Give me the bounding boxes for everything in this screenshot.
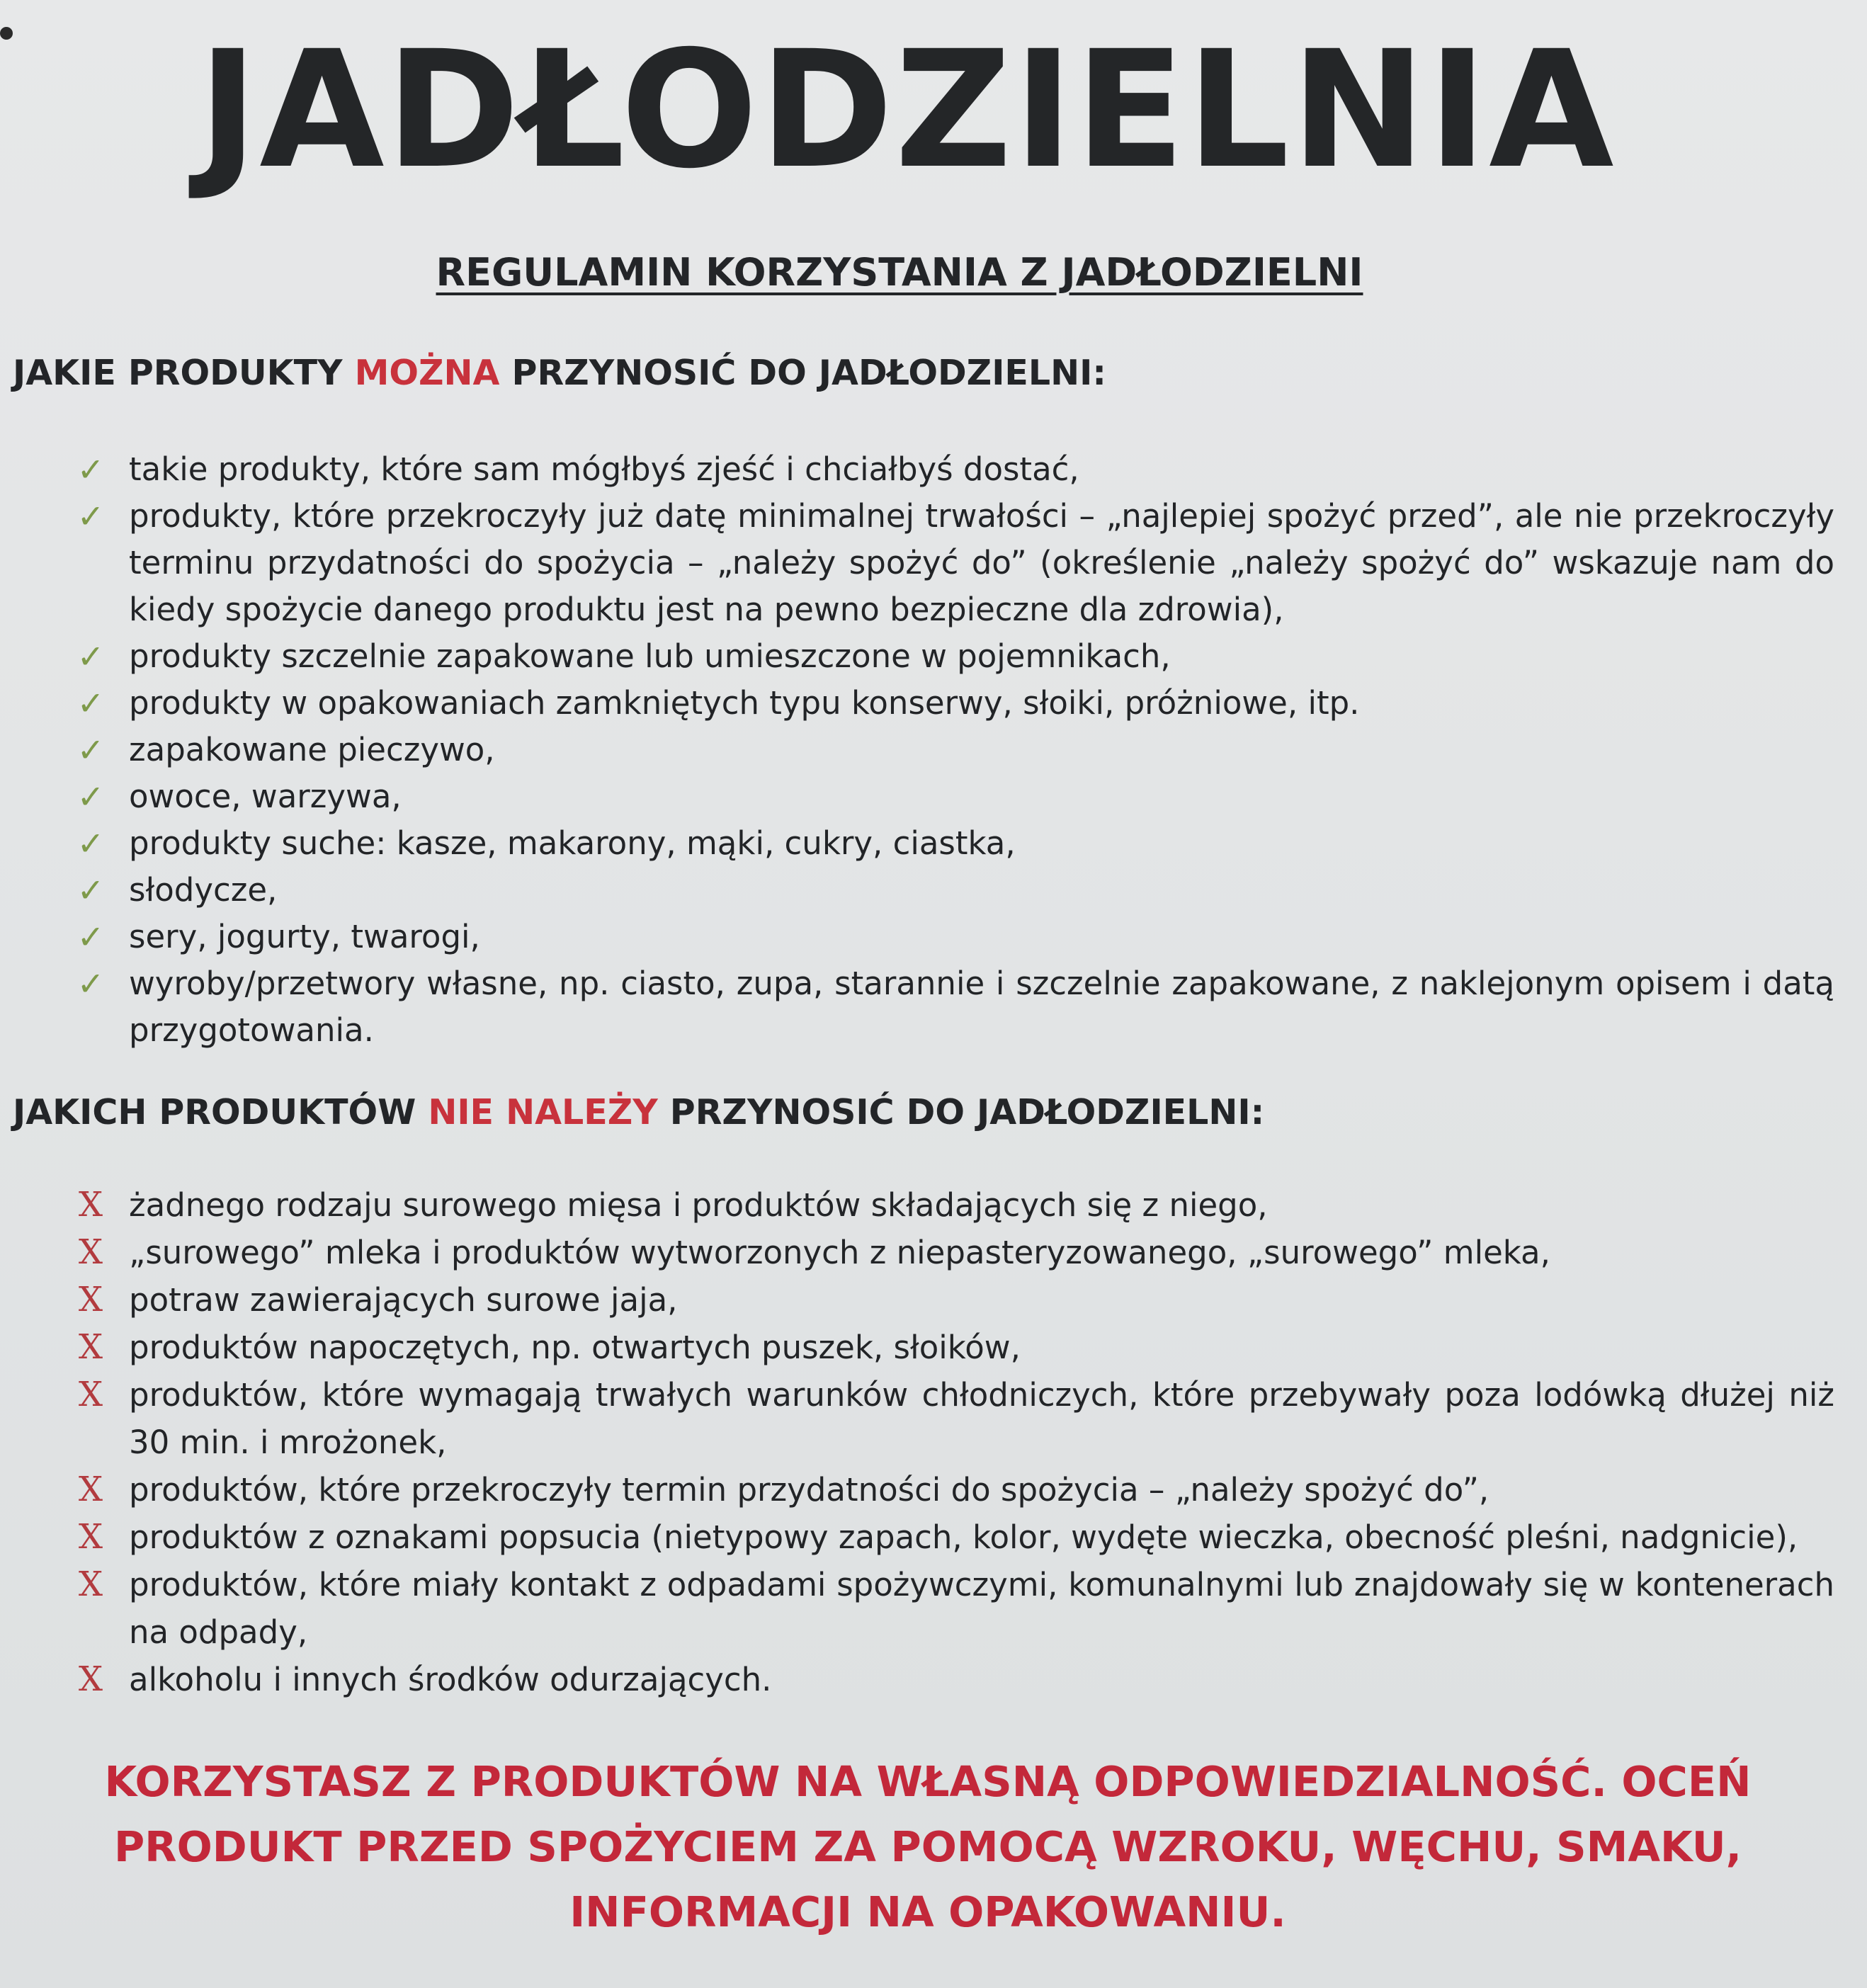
forbidden-heading-accent: NIE NALEŻY bbox=[428, 1092, 658, 1132]
forbidden-item-text: potraw zawierających surowe jaja, bbox=[129, 1281, 678, 1319]
forbidden-item bbox=[64, 1371, 1834, 1466]
allowed-item bbox=[64, 820, 1834, 867]
forbidden-item-text: żadnego rodzaju surowego mięsa i produktów składających się z niego, bbox=[129, 1186, 1268, 1224]
cross-icon: X bbox=[78, 1517, 103, 1557]
forbidden-item bbox=[64, 1324, 1834, 1371]
forbidden-item bbox=[64, 1229, 1834, 1276]
forbidden-item bbox=[64, 1181, 1834, 1229]
allowed-item-text: wyroby/przetwory własne, np. ciasto, zupa, starannie i szczelnie zapakowane, z naklejonym opisem i datą przygotowania. bbox=[129, 965, 1834, 1049]
cross-icon: X bbox=[78, 1470, 103, 1509]
forbidden-item-text: produktów, które miały kontakt z odpadami spożywczymi, komunalnymi lub znajdowały się w kontenerach na odpady, bbox=[129, 1566, 1834, 1651]
cross-icon: X bbox=[78, 1280, 103, 1319]
allowed-item-text: słodycze, bbox=[129, 871, 278, 909]
allowed-item bbox=[64, 914, 1834, 960]
allowed-item bbox=[64, 680, 1834, 727]
checkmark-icon: ✓ bbox=[76, 450, 105, 489]
allowed-item-text: produkty w opakowaniach zamkniętych typu konserwy, słoiki, próżniowe, itp. bbox=[129, 684, 1360, 722]
cross-icon: X bbox=[78, 1564, 103, 1604]
allowed-heading bbox=[13, 348, 1106, 398]
allowed-item-text: produkty szczelnie zapakowane lub umieszczone w pojemnikach, bbox=[129, 637, 1171, 675]
allowed-item bbox=[64, 773, 1834, 820]
allowed-item bbox=[64, 960, 1834, 1054]
cross-icon: X bbox=[78, 1659, 103, 1699]
forbidden-item bbox=[64, 1276, 1834, 1324]
cross-icon: X bbox=[78, 1185, 103, 1225]
forbidden-item bbox=[64, 1561, 1834, 1656]
allowed-item-text: owoce, warzywa, bbox=[129, 778, 402, 815]
allowed-item-text: zapakowane pieczywo, bbox=[129, 731, 495, 768]
forbidden-item-text: produktów, które przekroczyły termin przydatności do spożycia – „należy spożyć do”, bbox=[129, 1471, 1489, 1509]
checkmark-icon: ✓ bbox=[76, 637, 105, 676]
allowed-item bbox=[64, 493, 1834, 633]
rules-subtitle: REGULAMIN KORZYSTANIA Z JADŁODZIELNI bbox=[436, 250, 1363, 295]
checkmark-icon: ✓ bbox=[76, 918, 105, 956]
checkmark-icon: ✓ bbox=[76, 497, 105, 535]
cross-icon: X bbox=[78, 1232, 103, 1272]
cross-icon: X bbox=[78, 1327, 103, 1367]
allowed-item-text: takie produkty, które sam mógłbyś zjeść i chciałbyś dostać, bbox=[129, 450, 1079, 488]
allowed-item-text: produkty, które przekroczyły już datę minimalnej trwałości – „najlepiej spożyć przed”, ale nie przekroczyły terminu przydatności do spożycia – „należy spożyć do” (określenie „należy spożyć do” wskazuje nam do kiedy spożycie danego produktu jest na pewno bezpieczne dla zdrowia), bbox=[129, 497, 1834, 628]
forbidden-heading bbox=[13, 1088, 1264, 1137]
forbidden-item-text: produktów napoczętych, np. otwartych puszek, słoików, bbox=[129, 1329, 1021, 1366]
allowed-heading-accent: MOŻNA bbox=[354, 353, 500, 393]
checkmark-icon: ✓ bbox=[76, 965, 105, 1003]
checkmark-icon: ✓ bbox=[76, 871, 105, 909]
cross-icon: X bbox=[78, 1375, 103, 1414]
allowed-item bbox=[64, 633, 1834, 680]
allowed-item bbox=[64, 446, 1834, 493]
allowed-heading-prefix: JAKIE PRODUKTY bbox=[13, 353, 355, 393]
forbidden-products-list bbox=[64, 1181, 1834, 1703]
checkmark-icon: ✓ bbox=[76, 731, 105, 769]
allowed-item-text: sery, jogurty, twarogi, bbox=[129, 918, 480, 955]
forbidden-item bbox=[64, 1466, 1834, 1513]
forbidden-item-text: alkoholu i innych środków odurzających. bbox=[129, 1661, 772, 1698]
allowed-heading-suffix: PRZYNOSIĆ DO JADŁODZIELNI: bbox=[499, 353, 1106, 393]
checkmark-icon: ✓ bbox=[76, 824, 105, 863]
checkmark-icon: ✓ bbox=[76, 684, 105, 722]
forbidden-item-text: „surowego” mleka i produktów wytworzonych z niepasteryzowanego, „surowego” mleka, bbox=[129, 1234, 1550, 1271]
responsibility-warning: KORZYSTASZ Z PRODUKTÓW NA WŁASNĄ ODPOWIEDZIALNOŚĆ. OCEŃ PRODUKT PRZED SPOŻYCIEM ZA POMOCĄ WZROKU, WĘCHU, SMAKU, INFORMACJI NA OPAKOWANIU. bbox=[104, 1757, 1752, 1936]
page-title: JADŁODZIELNIA bbox=[198, 16, 1616, 204]
checkmark-icon: ✓ bbox=[76, 778, 105, 816]
forbidden-heading-prefix: JAKICH PRODUKTÓW bbox=[13, 1092, 429, 1132]
allowed-item bbox=[64, 867, 1834, 914]
allowed-products-list bbox=[64, 446, 1834, 1054]
allowed-item bbox=[64, 727, 1834, 773]
forbidden-item bbox=[64, 1513, 1834, 1561]
forbidden-item-text: produktów, które wymagają trwałych warunków chłodniczych, które przebywały poza lodówką dłużej niż 30 min. i mrożonek, bbox=[129, 1376, 1834, 1461]
forbidden-item bbox=[64, 1656, 1834, 1703]
forbidden-item-text: produktów z oznakami popsucia (nietypowy zapach, kolor, wydęte wieczka, obecność pleśni, nadgnicie), bbox=[129, 1518, 1798, 1556]
allowed-item-text: produkty suche: kasze, makarony, mąki, cukry, ciastka, bbox=[129, 824, 1016, 862]
forbidden-heading-suffix: PRZYNOSIĆ DO JADŁODZIELNI: bbox=[657, 1092, 1265, 1132]
